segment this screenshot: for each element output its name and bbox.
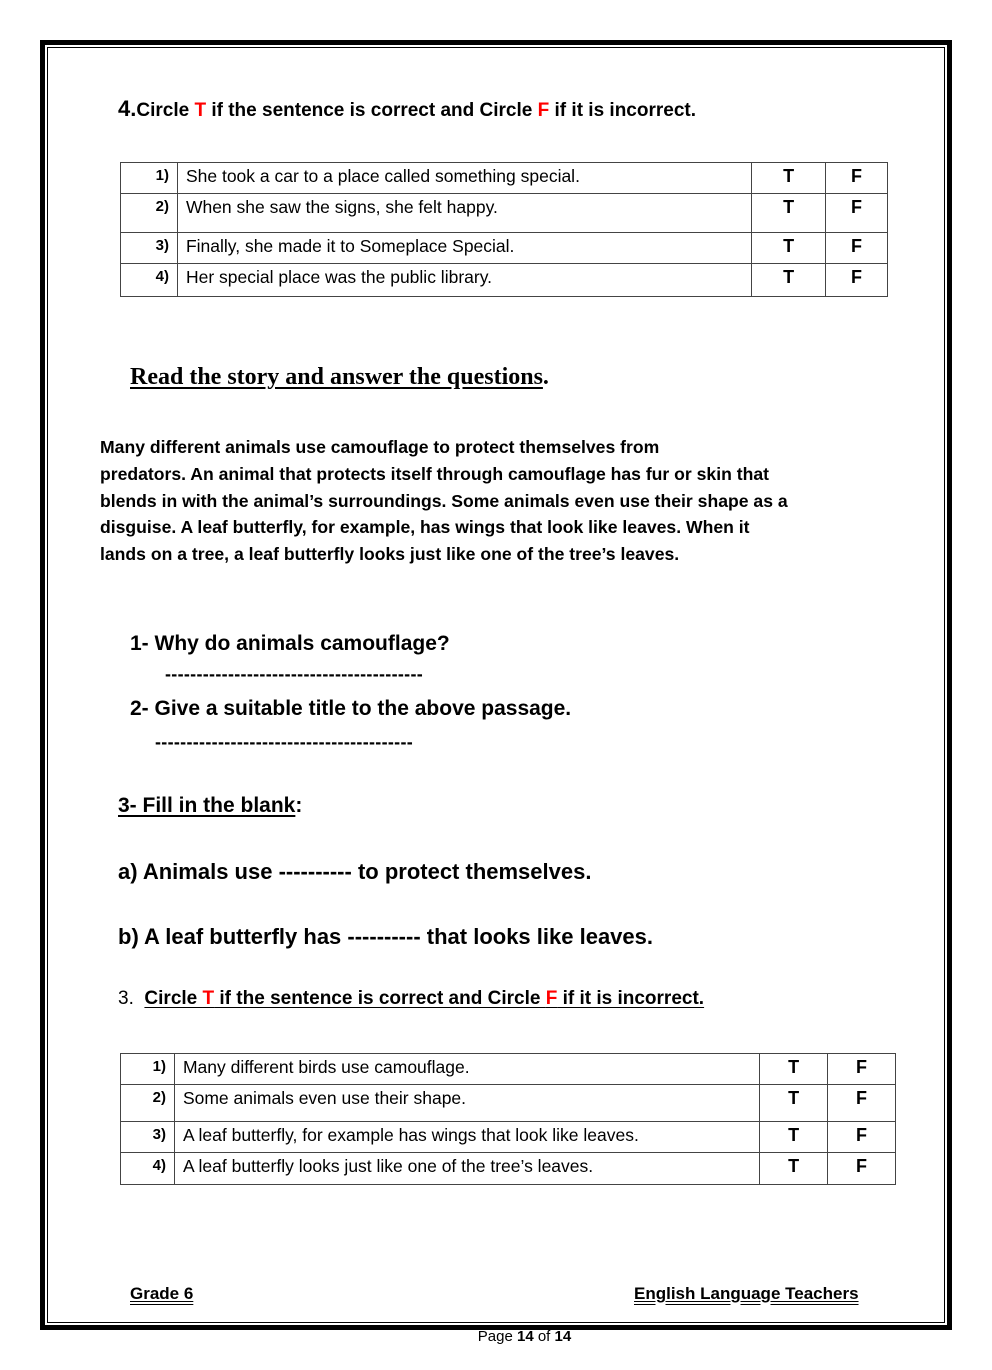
reading-passage: Many different animals use camouflage to protect themselves from predators. An animal that protects itself through camouflage has fur or skin that blends in with the animal’s surroundings. Some animals even use their shape as a disguise. A leaf butterfly, for example, has wings that look like leaves. When it lands on a tree, a leaf butterfly looks just like one of the tree’s leaves. bbox=[100, 437, 788, 565]
false-option[interactable]: F bbox=[826, 194, 888, 233]
table-row: 2) Some animals even use their shape. T F bbox=[121, 1085, 896, 1122]
section4-number: 4. bbox=[118, 96, 137, 121]
answer-blank-2[interactable]: ----------------------------------------- bbox=[155, 732, 414, 752]
true-option[interactable]: T bbox=[752, 194, 826, 233]
table-row: 4) Her special place was the public library. T F bbox=[121, 264, 888, 297]
true-option[interactable]: T bbox=[760, 1122, 828, 1153]
page-number: Page 14 of 14 bbox=[477, 1328, 572, 1345]
story-heading: Read the story and answer the questions. bbox=[130, 364, 549, 390]
table-row: 1) She took a car to a place called something special. T F bbox=[121, 163, 888, 194]
true-option[interactable]: T bbox=[760, 1054, 828, 1085]
table-row: 3) Finally, she made it to Someplace Special. T F bbox=[121, 233, 888, 264]
false-option[interactable]: F bbox=[826, 163, 888, 194]
false-option[interactable]: F bbox=[828, 1054, 896, 1085]
question-2: 2- Give a suitable title to the above passage. bbox=[130, 697, 572, 720]
section4-true-false-table bbox=[120, 162, 888, 297]
true-letter: T bbox=[202, 988, 215, 1009]
true-letter: T bbox=[194, 100, 207, 121]
true-option[interactable]: T bbox=[752, 163, 826, 194]
false-option[interactable]: F bbox=[828, 1153, 896, 1185]
false-letter: F bbox=[537, 100, 550, 121]
true-option[interactable]: T bbox=[760, 1153, 828, 1185]
footer-grade: Grade 6 bbox=[130, 1284, 194, 1303]
section3-number: 3. bbox=[118, 988, 134, 1009]
question-1: 1- Why do animals camouflage? bbox=[130, 632, 450, 655]
section4-title: 4.Circle T if the sentence is correct and Circle F if it is incorrect. bbox=[118, 96, 697, 121]
true-option[interactable]: T bbox=[752, 233, 826, 264]
table-row: 4) A leaf butterfly looks just like one of the tree’s leaves. T F bbox=[121, 1153, 896, 1185]
table-row: 2) When she saw the signs, she felt happy. T F bbox=[121, 194, 888, 233]
false-option[interactable]: F bbox=[828, 1122, 896, 1153]
section3-title: 3. Circle T if the sentence is correct and Circle F if it is incorrect. bbox=[118, 988, 705, 1009]
fill-blank-b: b) A leaf butterfly has ---------- that looks like leaves. bbox=[118, 924, 653, 949]
false-option[interactable]: F bbox=[828, 1085, 896, 1122]
fill-blank-heading: 3- Fill in the blank: bbox=[118, 794, 303, 817]
answer-blank-1[interactable]: ----------------------------------------- bbox=[165, 664, 424, 684]
footer-author: English Language Teachers bbox=[634, 1284, 859, 1303]
table-row: 1) Many different birds use camouflage. T F bbox=[121, 1054, 896, 1085]
true-option[interactable]: T bbox=[752, 264, 826, 297]
table-row: 3) A leaf butterfly, for example has wings that look like leaves. T F bbox=[121, 1122, 896, 1153]
false-letter: F bbox=[545, 988, 558, 1009]
false-option[interactable]: F bbox=[826, 233, 888, 264]
fill-blank-a: a) Animals use ---------- to protect themselves. bbox=[118, 859, 592, 884]
section3-true-false-table bbox=[120, 1053, 896, 1185]
false-option[interactable]: F bbox=[826, 264, 888, 297]
true-option[interactable]: T bbox=[760, 1085, 828, 1122]
